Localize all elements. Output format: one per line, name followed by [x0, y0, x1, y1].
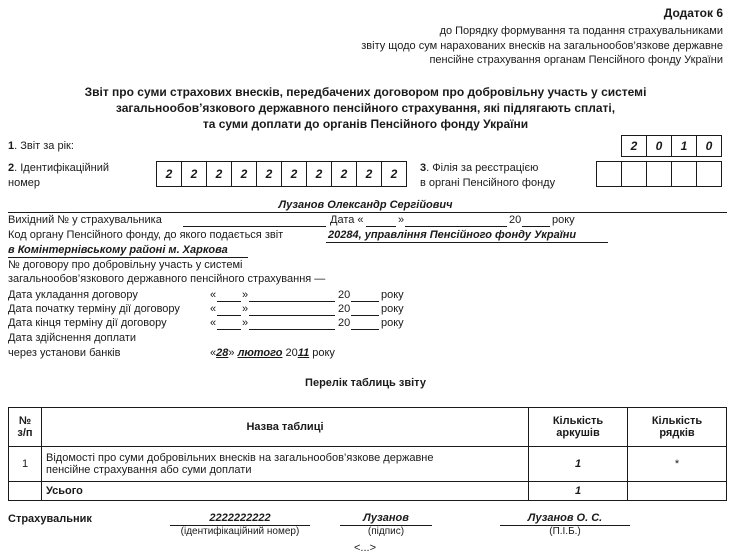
branch-digit — [622, 162, 647, 186]
tables-list-heading: Перелік таблиць звіту — [305, 377, 426, 389]
outgoing-year-prefix: 20 — [509, 214, 522, 226]
id-digit: 2 — [182, 162, 207, 186]
contract-start-label: Дата початку терміну дії договору — [8, 303, 180, 315]
contract-num-line-1: № договору про добровільну участь у системі — [8, 259, 243, 271]
authority-underline-1 — [326, 242, 608, 243]
contract-start-close: » — [242, 303, 249, 315]
contract-end-label: Дата кінця терміну дії договору — [8, 317, 167, 329]
id-digit: 2 — [257, 162, 282, 186]
signature-name-value[interactable]: Лузанов О. С. — [527, 512, 603, 524]
outgoing-number-field[interactable] — [183, 226, 326, 227]
report-title-line-2: загальнообов’язкового державного пенсійного страхування, які підлягають сплаті, — [115, 101, 616, 115]
contract-end-year-suffix: року — [381, 317, 404, 329]
year-digit: 2 — [622, 136, 647, 156]
id-digit: 2 — [307, 162, 332, 186]
report-title-line-1: Звіт про суми страхових внесків, передбачених договором про добровільну участь у системі — [84, 85, 647, 99]
header-name: Назва таблиці — [42, 408, 529, 447]
outgoing-day-field[interactable] — [366, 226, 396, 227]
contract-start-month[interactable] — [249, 315, 335, 316]
report-title-line-3: та суми доплати до органів Пенсійного фонду України — [202, 117, 529, 131]
appendix-line-2: звіту щодо сум нарахованих внесків на загальнообов’язкове державне — [361, 40, 723, 52]
outgoing-label: Вихідний № у страхувальника — [8, 214, 162, 226]
id-digit: 2 — [282, 162, 307, 186]
appendix-line-3: пенсійне страхування органам Пенсійного фонду України — [429, 54, 723, 66]
year-cells[interactable] — [621, 135, 722, 157]
total-num — [9, 482, 42, 501]
id-cells[interactable] — [156, 161, 407, 187]
row-sheets[interactable]: 1 — [529, 447, 628, 482]
row-rows[interactable]: * — [628, 447, 727, 482]
insured-name[interactable]: Лузанов Олександр Сергійович — [278, 199, 453, 211]
contract-conclusion-open: « — [210, 289, 217, 301]
contract-conclusion-year-prefix: 20 — [338, 289, 351, 301]
contract-conclusion-year-suffix: року — [381, 289, 404, 301]
year-digit: 1 — [672, 136, 697, 156]
outgoing-date-close: » — [398, 214, 405, 226]
outgoing-year-suffix: року — [552, 214, 575, 226]
year-digit: 0 — [647, 136, 672, 156]
continuation-marker: <...> — [353, 542, 377, 554]
branch-digit — [672, 162, 697, 186]
id-digit: 2 — [357, 162, 382, 186]
id-digit: 2 — [390, 167, 398, 181]
year-label: 1. Звіт за рік: — [8, 140, 74, 152]
contract-start-year-prefix: 20 — [338, 303, 351, 315]
header-sheets: Кількість аркушів — [529, 408, 628, 447]
id-label-line-2: номер — [8, 177, 40, 189]
signature-label: Страхувальник — [8, 513, 92, 525]
contract-conclusion-year[interactable] — [351, 301, 379, 302]
payment-label-line-2: через установи банків — [8, 347, 121, 359]
signature-id-caption: (ідентифікаційний номер) — [180, 526, 300, 537]
total-sheets[interactable]: 1 — [529, 482, 628, 501]
header-num: № з/п — [9, 408, 42, 447]
outgoing-month-field[interactable] — [405, 226, 507, 227]
authority-value-line-1[interactable]: 20284, управління Пенсійного фонду України — [328, 229, 577, 241]
table-total-row — [9, 482, 727, 501]
header-rows: Кількість рядків — [628, 408, 727, 447]
payment-label-line-1: Дата здійснення доплати — [8, 332, 137, 344]
contract-end-close: » — [242, 317, 249, 329]
id-digit: 2 — [232, 162, 257, 186]
contract-end-year-prefix: 20 — [338, 317, 351, 329]
contract-end-year[interactable] — [351, 329, 379, 330]
branch-digit — [597, 162, 622, 186]
contract-num-line-2: загальнообов’язкового державного пенсійного страхування — — [8, 273, 326, 285]
signature-name-caption: (П.І.Б.) — [549, 526, 581, 537]
row-name: Відомості про суми добровільних внесків на загальнообов’язкове державне пенсійне страхування або суми доплати — [42, 447, 529, 482]
id-label: 2. Ідентифікаційний — [8, 162, 110, 174]
contract-end-open: « — [210, 317, 217, 329]
year-digit: 0 — [705, 139, 713, 153]
contract-end-day[interactable] — [217, 329, 241, 330]
row-num: 1 — [9, 447, 42, 482]
table-header-row — [9, 408, 727, 447]
authority-label: Код органу Пенсійного фонду, до якого подається звіт — [8, 229, 284, 241]
branch-label: 3. Філія за реєстрацією — [420, 162, 539, 174]
signature-id-value[interactable]: 2222222222 — [209, 512, 271, 524]
appendix-title: Додаток 6 — [663, 6, 723, 20]
branch-cells[interactable] — [596, 161, 722, 187]
tables-list — [8, 407, 727, 501]
branch-label-line-2: в органі Пенсійного фонду — [420, 177, 556, 189]
signature-sign-caption: (підпис) — [367, 526, 405, 537]
authority-underline-2 — [8, 257, 248, 258]
outgoing-date-open: Дата « — [330, 214, 364, 226]
contract-end-month[interactable] — [249, 329, 335, 330]
authority-value-line-2[interactable]: в Комінтернівському районі м. Харкова — [8, 244, 228, 256]
insured-name-underline — [8, 212, 727, 213]
contract-start-day[interactable] — [217, 315, 241, 316]
payment-date[interactable]: «28» лютого 2011 року — [210, 347, 335, 359]
contract-start-year-suffix: року — [381, 303, 404, 315]
signature-sign-value[interactable]: Лузанов — [363, 512, 409, 524]
contract-conclusion-label: Дата укладання договору — [8, 289, 138, 301]
contract-start-year[interactable] — [351, 315, 379, 316]
id-digit: 2 — [207, 162, 232, 186]
branch-digit — [647, 162, 672, 186]
contract-start-open: « — [210, 303, 217, 315]
contract-conclusion-day[interactable] — [217, 301, 241, 302]
contract-conclusion-close: » — [242, 289, 249, 301]
id-digit: 2 — [332, 162, 357, 186]
table-row — [9, 447, 727, 482]
outgoing-year-field[interactable] — [522, 226, 550, 227]
contract-conclusion-month[interactable] — [249, 301, 335, 302]
branch-digit — [697, 162, 721, 186]
appendix-line-1: до Порядку формування та подання страхувальниками — [439, 25, 723, 37]
id-digit: 2 — [157, 162, 182, 186]
total-rows[interactable] — [628, 482, 727, 501]
total-label: Усього — [42, 482, 529, 501]
